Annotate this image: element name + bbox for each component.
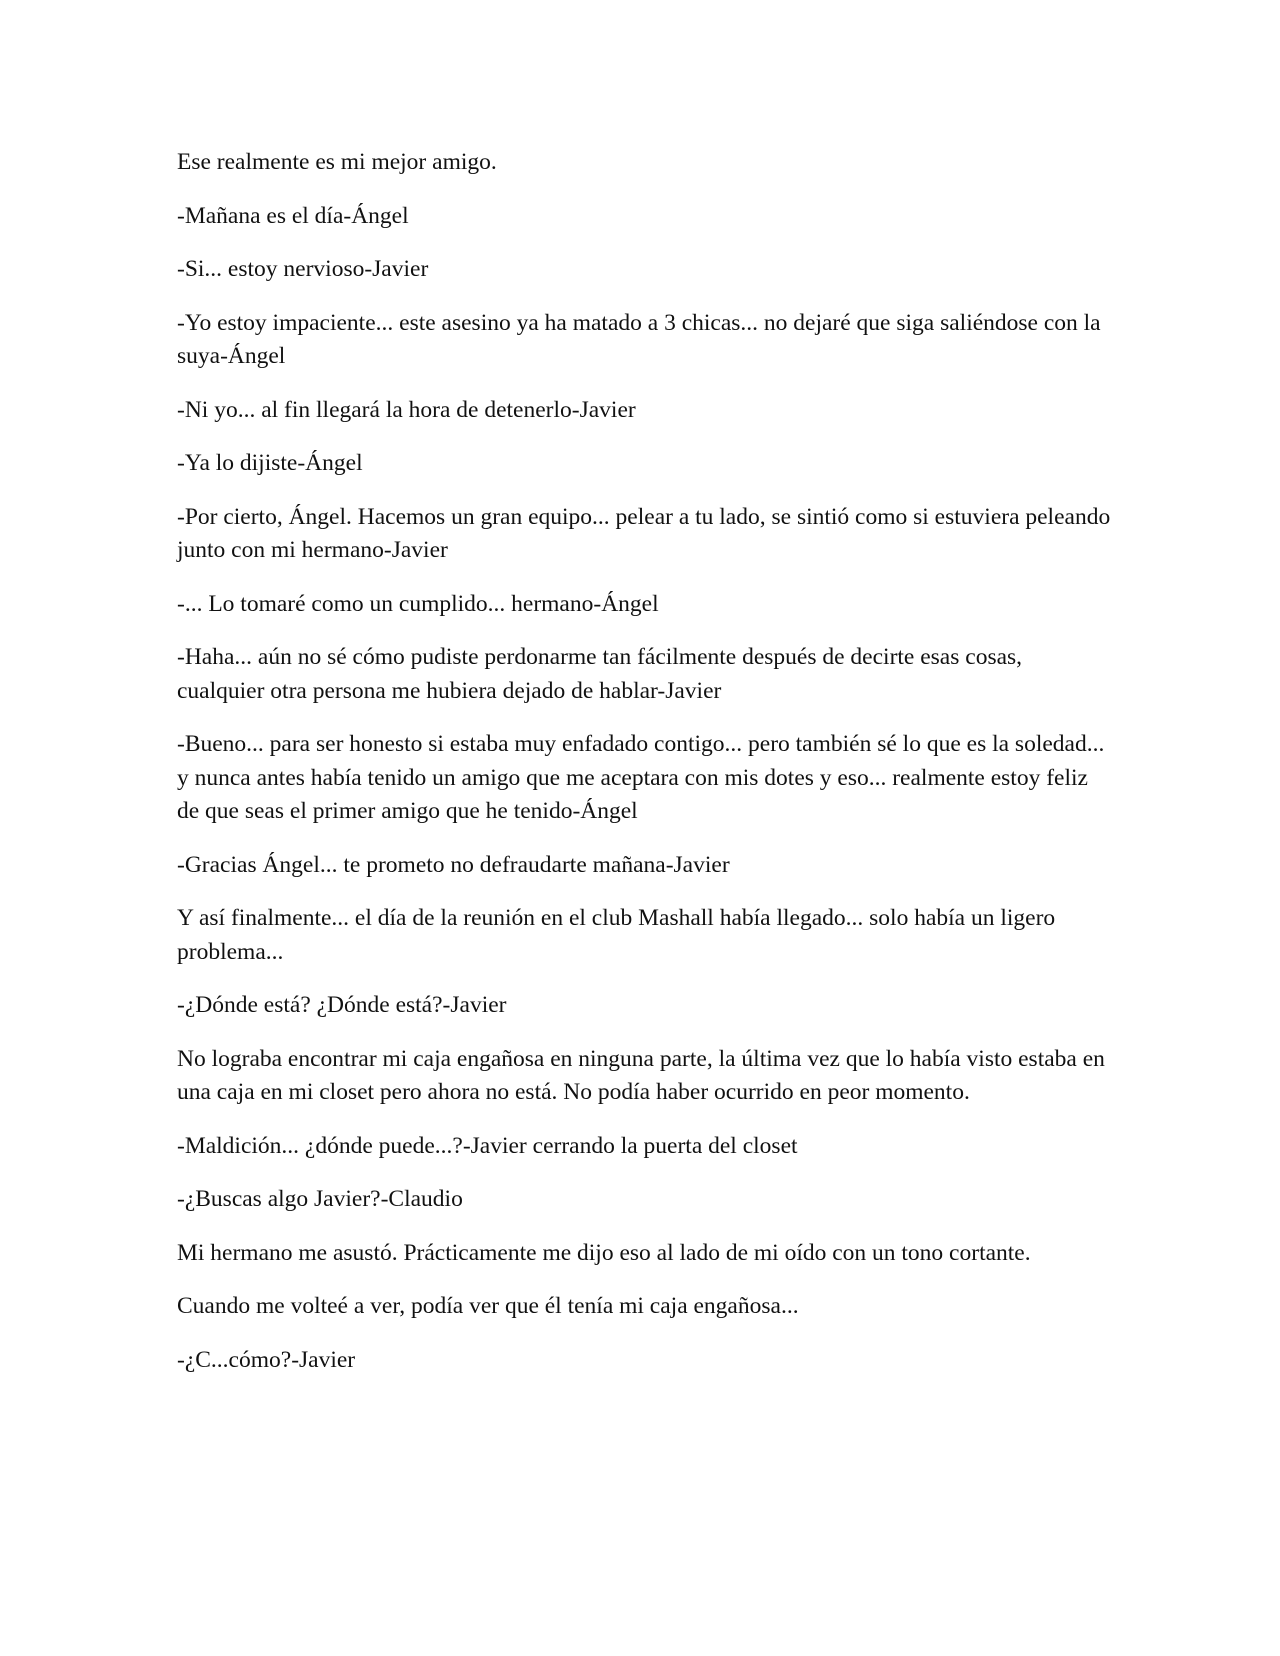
paragraph: -... Lo tomaré como un cumplido... hermano-Ángel bbox=[177, 590, 659, 617]
paragraph: -Si... estoy nervioso-Javier bbox=[177, 256, 429, 282]
paragraph: -Bueno... para ser honesto si estaba muy enfadado contigo... pero también sé lo que es la soledad... y nunca antes había tenido un amigo que me aceptara con mis dotes y eso... realmente estoy feliz de que seas el primer amigo que he tenido-Ángel bbox=[177, 731, 1105, 824]
paragraph: Ese realmente es mi mejor amigo. bbox=[177, 149, 497, 175]
paragraph: -Maldición... ¿dónde puede...?-Javier cerrando la puerta del closet bbox=[177, 1132, 798, 1159]
paragraph: -Yo estoy impaciente... este asesino ya ha matado a 3 chicas... no dejaré que siga saliéndose con la suya-Ángel bbox=[177, 309, 1101, 369]
paragraph: No lograba encontrar mi caja engañosa en ninguna parte, la última vez que lo había visto estaba en una caja en mi closet pero ahora no está. No podía haber ocurrido en peor momento. bbox=[177, 1045, 1105, 1105]
paragraph: -Por cierto, Ángel. Hacemos un gran equipo... pelear a tu lado, se sintió como si estuviera peleando junto con mi hermano-Javier bbox=[177, 503, 1111, 563]
paragraph: -Ya lo dijiste-Ángel bbox=[177, 450, 363, 476]
paragraph: Cuando me volteé a ver, podía ver que él tenía mi caja engañosa... bbox=[177, 1293, 799, 1319]
paragraph: -Ni yo... al fin llegará la hora de detenerlo-Javier bbox=[177, 396, 636, 423]
document-body bbox=[177, 146, 1112, 1397]
paragraph: -Haha... aún no sé cómo pudiste perdonarme tan fácilmente después de decirte esas cosas, cualquier otra persona me hubiera dejado de hablar-Javier bbox=[177, 644, 1023, 704]
paragraph: Y así finalmente... el día de la reunión en el club Mashall había llegado... solo había un ligero problema... bbox=[177, 905, 1056, 965]
paragraph: Mi hermano me asustó. Prácticamente me dijo eso al lado de mi oído con un tono cortante. bbox=[177, 1239, 1031, 1266]
paragraph: -Mañana es el día-Ángel bbox=[177, 202, 409, 229]
paragraph: -Gracias Ángel... te prometo no defraudarte mañana-Javier bbox=[177, 851, 730, 878]
paragraph: -¿C...cómo?-Javier bbox=[177, 1346, 356, 1373]
paragraph: -¿Dónde está? ¿Dónde está?-Javier bbox=[177, 992, 507, 1018]
paragraph: -¿Buscas algo Javier?-Claudio bbox=[177, 1186, 463, 1212]
